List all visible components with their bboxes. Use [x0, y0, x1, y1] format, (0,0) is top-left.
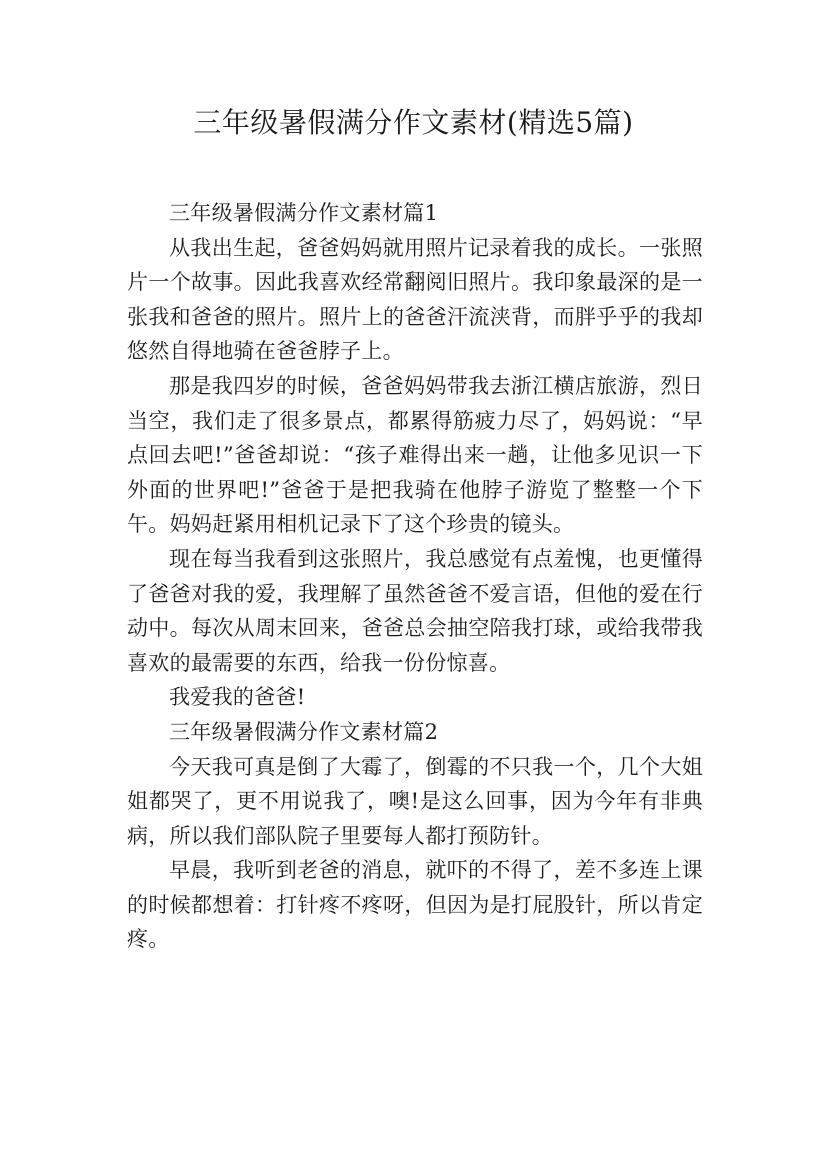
- paragraph-6: 早晨，我听到老爸的消息，就吓的不得了，差不多连上课的时候都想着：打针疼不疼呀，但因为是打屁股针，所以肯定疼。: [127, 858, 703, 952]
- paragraph-1: 从我出生起，爸爸妈妈就用照片记录着我的成长。一张照片一个故事。因此我喜欢经常翻阅旧照片。我印象最深的是一张我和爸爸的照片。照片上的爸爸汗流浃背，而胖乎乎的我却悠然自得地骑在爸爸脖子上。: [127, 235, 703, 364]
- document-body: [127, 196, 703, 957]
- section-heading-2: 三年级暑假满分作文素材篇2: [169, 719, 439, 744]
- paragraph-2: 那是我四岁的时候，爸爸妈妈带我去浙江横店旅游，烈日当空，我们走了很多景点，都累得筋疲力尽了，妈妈说：“早点回去吧!”爸爸却说：“孩子难得出来一趟，让他多见识一下外面的世界吧!”爸爸于是把我骑在他脖子游览了整整一个下午。妈妈赶紧用相机记录下了这个珍贵的镜头。: [127, 373, 703, 537]
- paragraph-4: 我爱我的爸爸!: [169, 685, 306, 710]
- paragraph-3: 现在每当我看到这张照片，我总感觉有点羞愧，也更懂得了爸爸对我的爱，我理解了虽然爸爸不爱言语，但他的爱在行动中。每次从周末回来，爸爸总会抽空陪我打球，或给我带我喜欢的最需要的东西，给我一份份惊喜。: [127, 546, 703, 675]
- section-heading-1: 三年级暑假满分作文素材篇1: [169, 201, 439, 225]
- paragraph-5: 今天我可真是倒了大霉了，倒霉的不只我一个，几个大姐姐都哭了，更不用说我了，噢!是这么回事，因为今年有非典病，所以我们部队院子里要每人都打预防针。: [127, 754, 703, 848]
- document-title: 三年级暑假满分作文素材(精选5篇): [193, 106, 634, 139]
